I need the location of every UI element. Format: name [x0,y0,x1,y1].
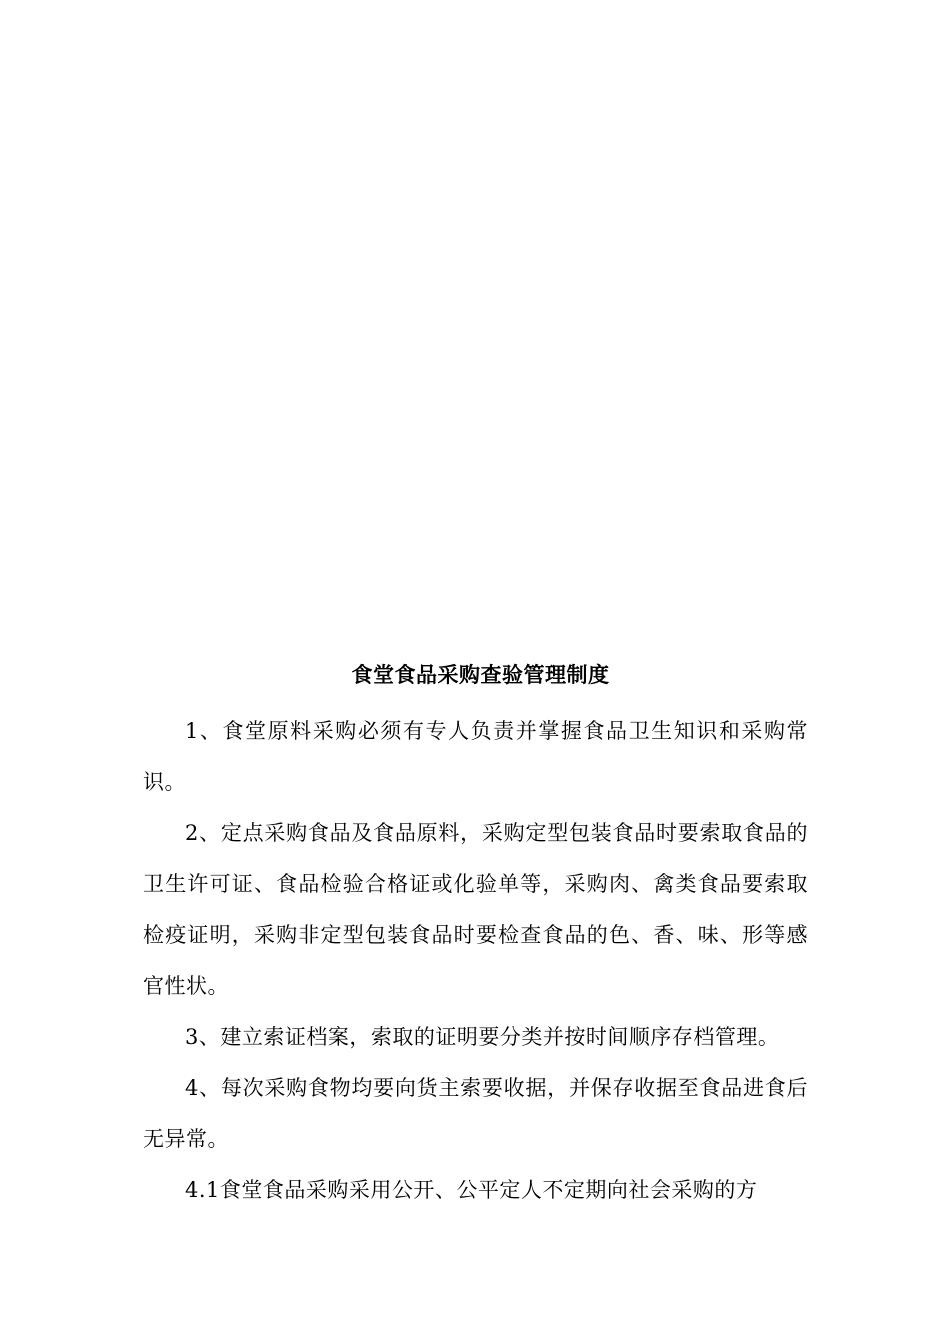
document-title: 食堂食品采购查验管理制度 [351,663,610,687]
paragraph-2: 2、定点采购食品及食品原料，采购定型包装食品时要索取食品的卫生许可证、食品检验合格证或化验单等，采购肉、禽类食品要索取检疫证明，采购非定型包装食品时要检查食品的色、香、味、形等感官性状。 [143,821,808,998]
paragraph-3: 3、建立索证档案，索取的证明要分类并按时间顺序存档管理。 [185,1025,780,1049]
paragraph-4: 4、每次采购食物均要向货主索要收据，并保存收据至食品进食后无异常。 [143,1076,808,1151]
document-body [143,655,808,1216]
title-spacing [143,695,808,706]
paragraph-1: 1、食堂原料采购必须有专人负责并掌握食品卫生知识和采购常识。 [143,719,808,794]
paragraph-4-1: 4.1食堂食品采购采用公开、公平定人不定期向社会采购的方 [185,1178,758,1202]
